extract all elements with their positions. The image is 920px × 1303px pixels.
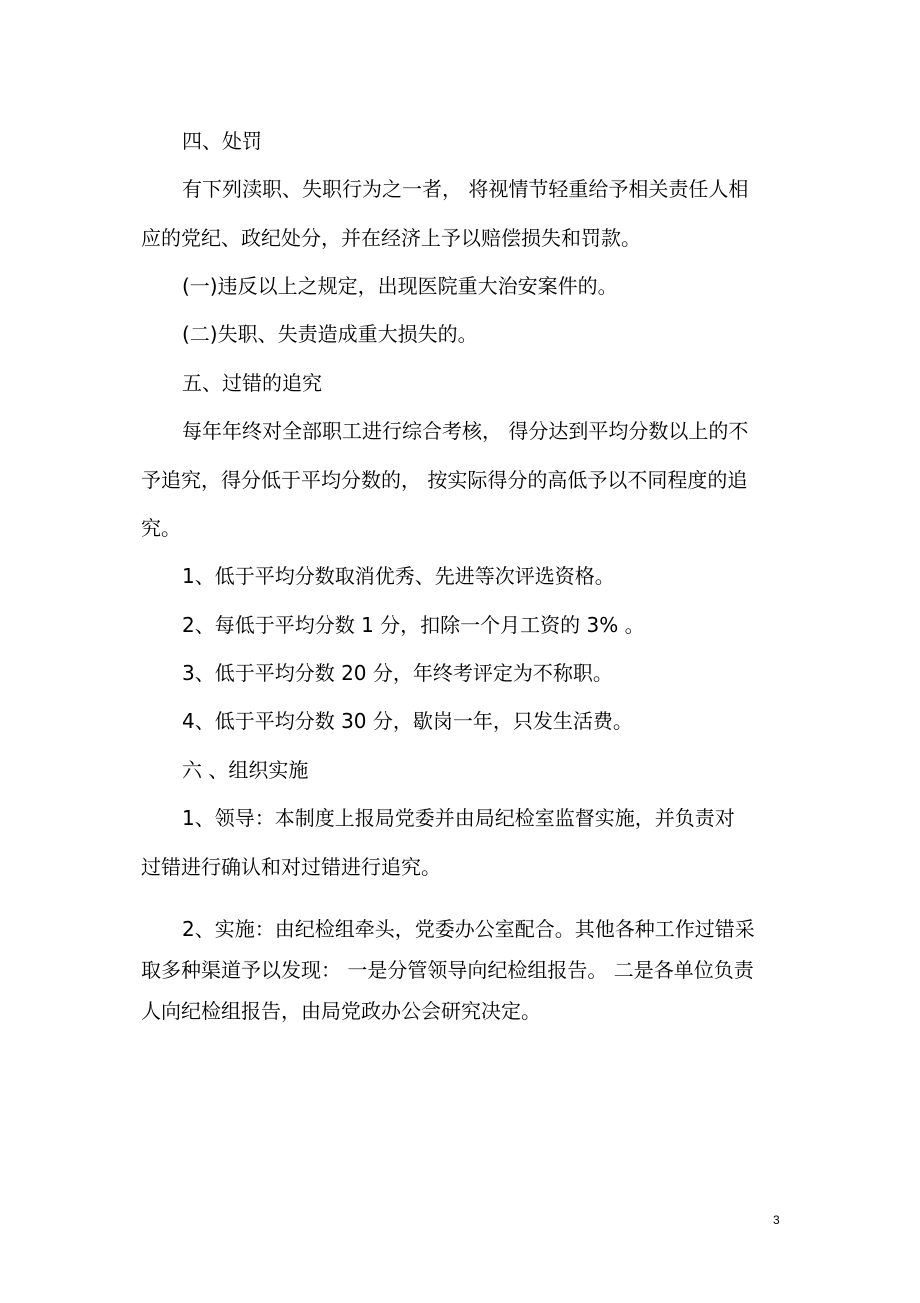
accountability-item-1: 1、低于平均分数取消优秀、先进等次评选资格。 [182,564,615,588]
paragraph-penalty-line-2: 应的党纪、政纪处分，并在经济上予以赔偿损失和罚款。 [141,226,641,250]
heading-error-accountability: 五、过错的追究 [182,371,322,395]
penalty-item-1: (一)违反以上之规定，出现医院重大治安案件的。 [182,274,618,298]
implementation-item-2-line-3: 人向纪检组报告，由局党政办公会研究决定。 [141,999,541,1023]
implementation-item-1-line-2: 过错进行确认和对过错进行追究。 [141,855,441,879]
accountability-item-2: 2、每低于平均分数 1 分，扣除一个月工资的 3% 。 [182,613,645,637]
paragraph-penalty-line-1: 有下列渎职、失职行为之一者， 将视情节轻重给予相关责任人相 [182,177,749,201]
implementation-item-2-line-2: 取多种渠道予以发现： 一是分管领导向纪检组报告。 二是各单位负责 [141,958,754,982]
accountability-paragraph-line-1: 每年年终对全部职工进行综合考核， 得分达到平均分数以上的不 [182,419,749,443]
heading-penalty: 四、处罚 [182,129,262,153]
accountability-item-3: 3、低于平均分数 20 分，年终考评定为不称职。 [182,661,613,685]
implementation-item-1-line-1: 1、领导：本制度上报局党委并由局纪检室监督实施，并负责对 [182,806,735,830]
page-number: 3 [773,1213,780,1227]
accountability-paragraph-line-3: 究。 [141,516,181,540]
accountability-paragraph-line-2: 予追究，得分低于平均分数的， 按实际得分的高低予以不同程度的追 [141,468,748,492]
penalty-item-2: (二)失职、失责造成重大损失的。 [182,322,478,346]
accountability-item-4: 4、低于平均分数 30 分，歇岗一年，只发生活费。 [182,709,633,733]
heading-organization-implementation: 六 、组织实施 [182,758,309,782]
implementation-item-2-line-1: 2、实施：由纪检组牵头，党委办公室配合。其他各种工作过错采 [182,917,755,941]
